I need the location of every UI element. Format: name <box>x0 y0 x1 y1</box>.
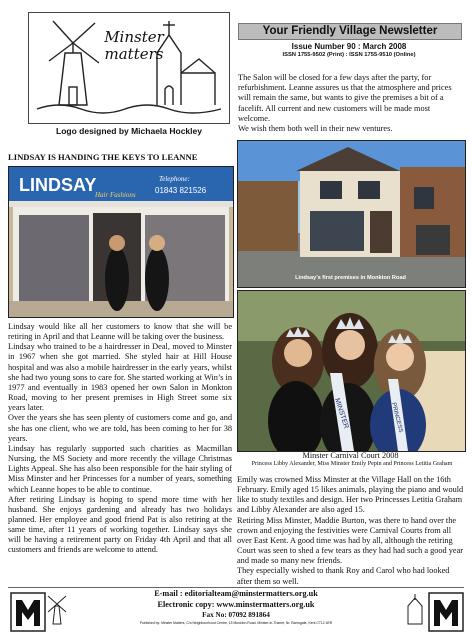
paragraph: The Salon will be closed for a few days after the party, for refurbishment. Leanne assures us that the atmosphere and prices will remain the same, but wants to give the premises a bit of a facelift. All current and new customers will be made most welcome. <box>238 73 452 123</box>
salon-sign-name: LINDSAY <box>19 175 97 195</box>
sash-left-text: MINSTER <box>333 397 350 430</box>
salon-sign-phone-number: 01843 821526 <box>155 186 207 195</box>
paragraph: After retiring Lindsay is hoping to spend more time with her husband. She enjoys gardening and already has two holidays planned. Her employee and good friend Pat is also retiring at the same time, after 11 years of working together. Lindsay says she will be having a retirement party on Friday 4th April and that all customers and friends are welcome to attend. <box>8 494 232 555</box>
salon-sign-subtitle: Hair Fashions <box>95 191 136 199</box>
paragraph: Lindsay would like all her customers to know that she will be retiring in April and that Leanne will be taking over the business. <box>8 322 232 342</box>
paragraph: They especially wished to thank Roy and Carol who had looked after them so well. <box>237 566 450 586</box>
paragraph: Over the years she has seen plenty of customers come and go, and she has one client, who we are told, has been coming to her for 38 years. <box>8 413 232 443</box>
salon-sign-phone-label: Telephone: <box>159 175 190 183</box>
footer-fax: Fax No: 07092 891864 <box>202 611 270 619</box>
paragraph: Lindsay has regularly supported such charities as Macmillan Nursing, the MS Society and more recently the village Christmas Lights Appeal. She has also been responsible for the hair styling of Miss Minster and her Princesses for a number of years, something which Leanne hopes to be able to continue. <box>8 443 232 494</box>
footer-logo-right <box>428 592 464 637</box>
house-photo-caption: Lindsay’s first premises in Monkton Road <box>295 275 406 281</box>
issue-number: Issue Number 90 : March 2008 <box>291 42 407 51</box>
carnival-court-photo <box>237 290 466 452</box>
paragraph: Retiring Miss Minster, Maddie Burton, was there to hand over the crown and enjoying the festivities were Carnival Courts from all over East Kent. A good time was had by all, although the retiring Court was seen to shed a few tears as they had had such a good year and made so many new friends. <box>237 515 464 566</box>
paragraph: Emily was crowned Miss Minster at the Village Hall on the 16th February. Emily aged 15 likes animals, playing the piano and would like to study textiles and design. Her two Princesses Letitia Graham and Libby Alexander are also aged 15. <box>237 475 464 515</box>
logo <box>28 12 230 124</box>
issn-line: ISSN 1755-9502 (Print) : ISSN 1755-9510 (Online) <box>282 52 416 58</box>
sash-right-text: PRINCESS <box>390 402 404 434</box>
logo-wordmark: Minster matters <box>104 28 164 63</box>
article-headline: LINDSAY IS HANDING THE KEYS TO LEANNE <box>8 152 198 162</box>
carnival-article-body <box>237 475 464 587</box>
footer-publisher: Published by: Minster Matters, C/o Neighbourhood Centre, 15 Monkton Road, Minster-in-Thanet, Nr. Ramsgate, Kent CT12 4ER <box>139 621 333 625</box>
paragraph: We wish them both well in their new ventures. <box>238 124 393 134</box>
carnival-photo-title: Minster Carnival Court 2008 <box>302 451 399 460</box>
salon-closure-text <box>238 73 462 134</box>
carnival-photo-names: Princess Libby Alexander, Miss Minster Emily Pepin and Princess Letitia Graham <box>251 461 453 467</box>
logo-caption: Logo designed by Michaela Hockley <box>56 126 202 136</box>
salon-photo <box>8 166 234 318</box>
lindsay-article-body <box>8 322 232 556</box>
footer-email[interactable]: E-mail : editorialteam@minstermatters.org.uk <box>154 589 318 598</box>
monkton-road-photo <box>237 140 466 288</box>
footer-website[interactable]: Electronic copy: www.minstermatters.org.uk <box>157 600 315 609</box>
newsletter-title: Your Friendly Village Newsletter <box>238 23 462 40</box>
footer-logo-left <box>10 592 46 637</box>
paragraph: Lindsay who trained to be a hairdresser in Deal, moved to Minster in 1967 when she got married. She styled hair at Hill House hospital and was also a mobile hairdresser in the early years, whilst she had two young sons to care for. She started working at Win’s in 1977 and eventually in 1983 opened her own Salon in Monkton Road, moving to her present premises in High Street some six years later. <box>8 342 232 413</box>
